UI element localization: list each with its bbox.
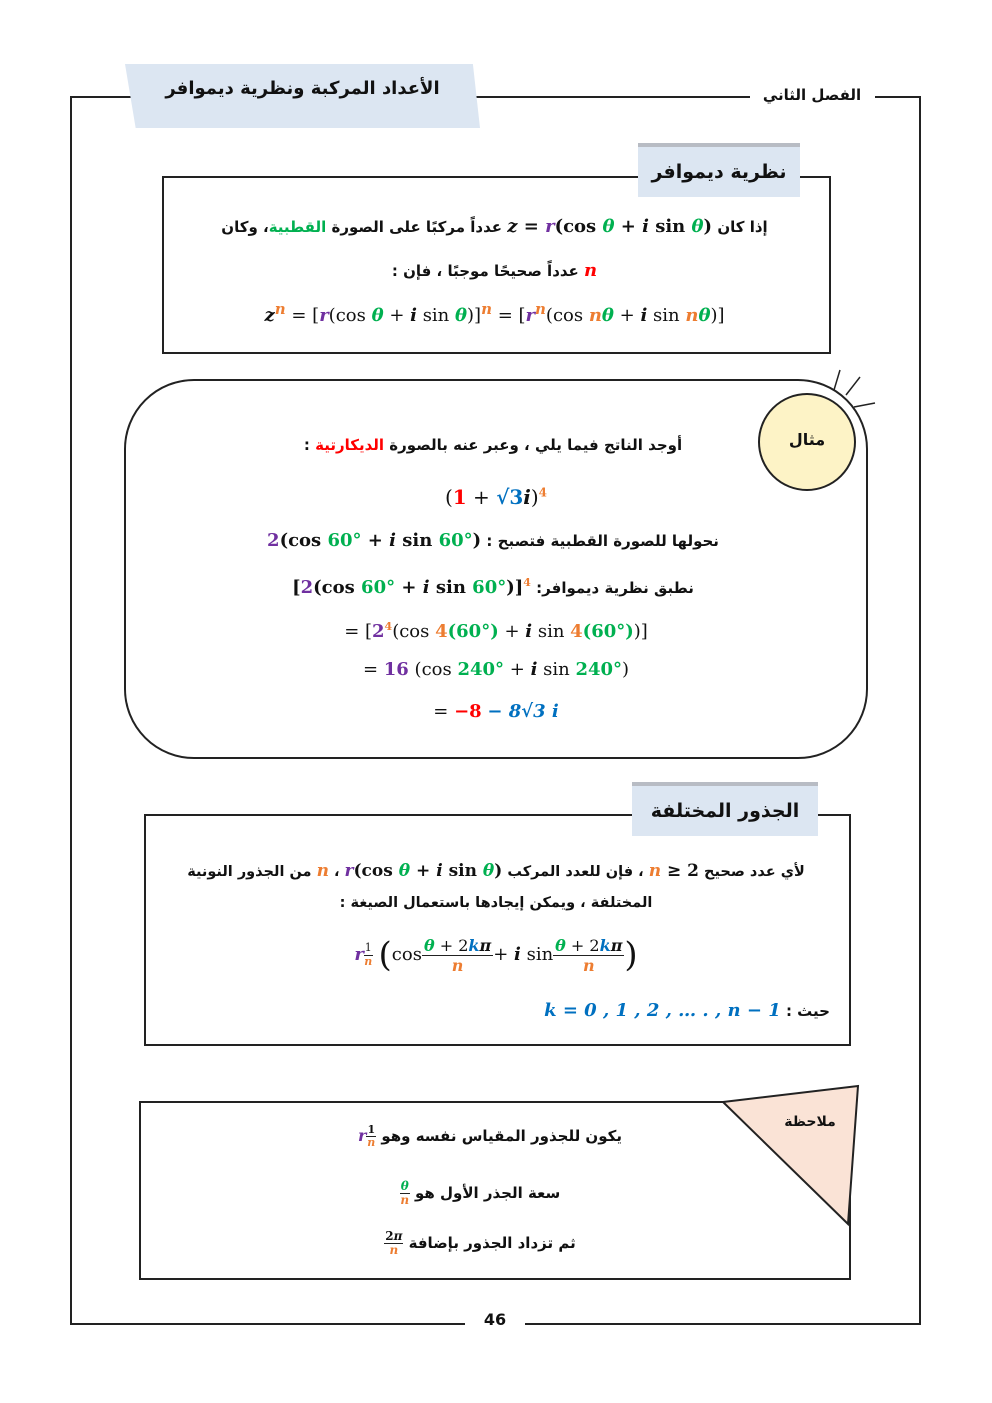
text: إذا كان xyxy=(717,218,768,236)
text: سعة الجذر الأول هو xyxy=(414,1184,561,1203)
roots-line-2: المختلفة ، ويمكن إيجادها باستعمال الصيغة : xyxy=(339,895,653,911)
cartesian-keyword: الديكارتية xyxy=(315,436,385,454)
polar-form-formula: z = r(cos θ + i sin θ) xyxy=(507,216,713,237)
text: ، فإن للعدد المركب xyxy=(507,864,644,880)
example-step-3: = [$2^4(\cos$ 4(60°) + i sin 4(60°))] xyxy=(344,620,648,642)
text: من الجذور النونية xyxy=(187,864,312,880)
note-line-3: ثم تزداد الجذور بإضافة $\frac{2\pi}{n}$ xyxy=(385,1229,576,1258)
real-part: −8 xyxy=(454,701,482,722)
frame-bottom-left xyxy=(70,1323,465,1325)
k-values: k = 0 , 1 , 2 , … . , n − 1 xyxy=(544,1000,781,1021)
chapter-title: الفصل الثاني xyxy=(762,86,862,104)
frame-top-left xyxy=(70,96,132,98)
text: نحولها للصورة القطبية فتصبح : xyxy=(486,532,719,550)
theorem-line-1 xyxy=(162,216,827,237)
imaginary-part: − 8√3 i xyxy=(487,701,559,722)
power-expression: [2(cos 60° + i sin 60°)]$^4$ xyxy=(292,576,531,598)
text: عدداً صحيحًا موجبًا ، فإن : xyxy=(391,262,579,280)
example-step-1 xyxy=(124,530,862,551)
modulus: 16 xyxy=(383,659,409,680)
section-title: الأعداد المركبة ونظرية ديموافر xyxy=(165,78,440,99)
note-line-1: يكون للجذور المقياس نفسه وهو r $\frac{1}{n}$ xyxy=(358,1123,622,1150)
example-result: = −8 − 8√3 i xyxy=(433,701,559,722)
text: نطبق نظرية ديموافر: xyxy=(536,579,694,597)
n-symbol: n xyxy=(584,260,598,281)
roots-title: الجذور المختلفة xyxy=(632,786,818,836)
theorem-line-2 xyxy=(162,260,827,281)
text: : xyxy=(303,436,310,454)
example-step-2 xyxy=(124,576,862,598)
text: حيث : xyxy=(785,1002,830,1020)
frame-top-right xyxy=(875,96,921,98)
example-expression: $(1 + √3i)^4$ xyxy=(444,485,548,509)
example-badge: مثال xyxy=(758,393,856,491)
text: يكون للجذور المقياس نفسه وهو xyxy=(381,1127,622,1146)
note-title: ملاحظة xyxy=(784,1114,836,1130)
example-prompt xyxy=(124,436,862,454)
de-moivre-formula: $z^n = [r(\cos$ θ + i $\sin \theta)]^n = [r^n(\cos$ nθ + i sin nθ)] xyxy=(264,300,725,326)
note-corner xyxy=(720,1084,862,1229)
frame-bottom-right xyxy=(525,1323,921,1325)
text: لأي عدد صحيح xyxy=(704,864,805,880)
note-line-2: سعة الجذر الأول هو $\frac{\theta}{n}$ xyxy=(400,1179,561,1208)
polar-keyword: القطبية xyxy=(268,218,327,236)
text: ، وكان xyxy=(221,218,269,236)
roots-line-1: لأي عدد صحيح n ≥ 2 ، فإن للعدد المركب r(cos θ + i sin θ) ، n من الجذور النونية xyxy=(187,861,805,881)
text: ثم تزداد الجذور بإضافة xyxy=(408,1234,576,1253)
roots-formula: r $\frac{1}{n}$ (cos $\frac{\theta + 2k\pi}{n}$ + i sin $\frac{\theta + 2k\pi}{n}$ ) xyxy=(354,935,638,975)
sparkle-icon xyxy=(820,365,880,415)
text: أوجد الناتج فيما يلي ، وعبر عنه بالصورة xyxy=(389,436,683,454)
page-number: 46 xyxy=(483,1310,507,1329)
theorem-title: نظرية ديموافر xyxy=(638,147,800,197)
frame-top-mid xyxy=(475,96,750,98)
example-step-4: = 16 (cos 240° + i sin 240°) xyxy=(362,659,630,680)
text: عدداً مركبًا على الصورة xyxy=(331,218,502,236)
polar-form: 2(cos 60° + i sin 60°) xyxy=(267,530,482,551)
roots-where xyxy=(544,1000,830,1021)
